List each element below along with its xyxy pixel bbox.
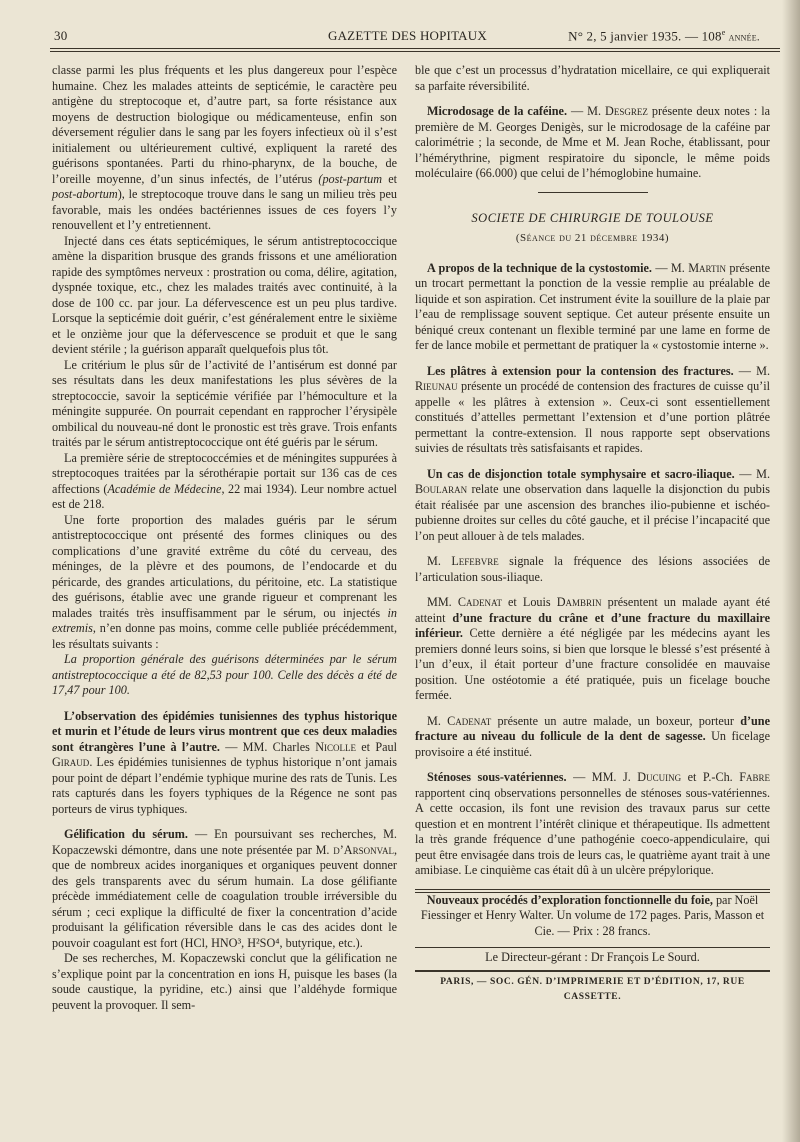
paragraph: classe parmi les plus fréquents et les plus dangereux pour l’espèce humaine. Chez les malades atteints de septicémie, le caractère peu antigène du streptocoque et, d’autre part, sa forte résistance aux moyens de destruction biologique ou médicamenteuse, enfin son déversement régulier dans le sang par les foyers infectieux où il s’est initialement ou ultérieurement cultivé, expliquent la rareté des guérisons spontanées. Parti du rhino-pharynx, de la bouche, de l’oreille moyenne, d’un sinus infectés, de l’utérus (post-partum et post-abortum), le streptocoque trouve dans le sang un milieu très peu favorable, mais les ondées bactériennes issues de ces foyers l’y renouvellent et l’y entretiennent. bbox=[52, 63, 398, 232]
article-boxeur: M. Cadenat présente un autre malade, un boxeur, porteur d’une fracture au niveau du follicule de la dent de sagesse. Un ficelage provisoire a été institué. bbox=[415, 713, 770, 759]
paragraph: ble que c’est un processus d’hydratation micellaire, ce qui expliquerait sa parfaite réversibilité. bbox=[415, 63, 770, 93]
article-gelification: Gélification du sérum. — En poursuivant ses recherches, M. Kopaczewski démontre, dans une note présentée par M. d’Arsonval, que de nombreux acides inorganiques et organiques peuvent donner des gels transparents avec du sérum humain. La dose gélifiante précède immédiatement celle de coagulation trouble irréversible du sérum ; ceci explique la difficulté de fixer la concentration d’acide produisant la gélification réversible dans le cas des acides dont le pouvoir coagulant est fort (HCl, HNO³, H²SO⁴, butyrique, etc.). bbox=[52, 827, 397, 950]
article-disjonction: Un cas de disjonction totale symphysaire et sacro-iliaque. — M. Boularan relate une observation dans laquelle la disjonction du pubis était réalisée par une ascension des branches ilio-pubienne et ischéo-pubienne droites sur celles du côté gauche, et il précise l’incapacité que l’on peut allouer à de tels malades. bbox=[415, 466, 770, 543]
article-lefebvre: M. Lefebvre signale la fréquence des lésions associées de l’articulation sous-iliaque. bbox=[415, 554, 770, 584]
paragraph: La première série de streptococcémies et de méningites suppurées à streptocoques traitées par la sérothérapie portait sur 136 cas de ces affections (Académie de Médecine, 22 mai 1934). Leur nombre actuel est de 218. bbox=[52, 450, 397, 511]
page-number: 30 bbox=[54, 28, 68, 43]
article-cafeine: Microdosage de la caféine. — M. Desgrez présente deux notes : la première de M. Georges Denigès, sur le microdosage de la caféine par calorimétrie ; la seconde, de Mme et M. Jean Roche, établissant, pour l’hémérythrine, pigment respiratoire du siponcle, le même poids moléculaire (66.000) que celui de l’hémoglobine humaine. bbox=[415, 104, 770, 180]
right-column bbox=[415, 63, 770, 1006]
journal-title: GAZETTE DES HOPITAUX bbox=[328, 28, 487, 43]
director-signature: Le Directeur-gérant : Dr François Le Sourd. bbox=[485, 950, 700, 964]
article-stenoses: Sténoses sous-vatériennes. — MM. J. Ducuing et P.-Ch. Fabre rapportent cinq observations personnelles de sténoses sous-vatériennes. A cette occasion, ils font une revision des travaux parus sur cette question et en montrent l’intérêt clinique et thérapeutique. Ils admettent la très grande fréquence d’une pathogénie coeco-appendiculaire, qui peut être envisagée dans trois de leurs cas, le quatrième ayant trait à une amibiase. Le cinquième cas était dû à un ulcère prépylorique. bbox=[415, 770, 771, 877]
session-date: (Séance du 21 décembre 1934) bbox=[515, 232, 670, 244]
page-header bbox=[50, 28, 768, 50]
header-rule bbox=[50, 48, 780, 49]
paragraph: Le critérium le plus sûr de l’activité de l’antisérum est donné par ses résultats dans les deux manifestations les plus sévères de la streptococcie, savoir la septicémie vérifiée par l’hémoculture et la méningite suppurée. On pourrait cependant en rapprocher l’érysipèle ombilical du nouveau-né dont le pronostic est très grave. Trois enfants traités par le sérum antistreptococcique ont été guéris par le sérum. bbox=[52, 357, 397, 449]
paragraph: Une forte proportion des malades guéris par le sérum antistreptococcique ont présenté des formes cliniques ou des complications d’une gravité extrême du côté du cerveau, des méninges, de la plèvre et des poumons, de l’endocarde et du péricarde, des grandes articulations, du péritoine, etc. La statistique des guérisons, établie avec une grande rigueur et comprenant les malades traités très insuffisamment par le sérum, ou injectés in extremis, n’en donne pas moins, comme celle publiée précédemment, les résultats suivants : bbox=[52, 512, 397, 651]
article-platres: Les plâtres à extension pour la contension des fractures. — M. Rieunau présente un procédé de contension des fractures de cuisse qu’il appelle « les plâtres à extension ». Ceux-ci sont essentiellement constitués d’attelles permettant l’extension et d’une portion plâtrée permettant la contre-extension. Il nous rapporte sept observations suivies de résultats très satisfaisants et rapides. bbox=[415, 363, 770, 455]
issue-info: N° 2, 5 janvier 1935. — 108e année. bbox=[568, 28, 760, 44]
article-fracture-crane: MM. Cadenat et Louis Dambrin présentent un malade ayant été atteint d’une fracture du crâne et d’une fracture du maxillaire inférieur. Cette dernière a été négligée par les médecins ayant les premiers donné leurs soins, si bien que lorsque le blessé s’est présenté à l’un d’eux, il était porteur d’une fracture consolidée en mauvaise position. Une ostéotomie a été pratiquée, puis un ficelage bouche fermée. bbox=[415, 595, 770, 702]
page-edge-shadow bbox=[782, 0, 800, 1142]
article-typhus: L’observation des épidémies tunisiennes des typhus historique et murin et l’étude de leurs virus montrent que ces deux maladies sont étrangères l’une à l’autre. — MM. Charles Nicolle et Paul Giraud. Les épidémies tunisiennes de typhus historique n’ont jamais pour point de départ l’endémie typhique murine des rats de Tunis. Les rats capturés dans les foyers typhiques de la Régence ne sont pas porteurs de virus typhiques. bbox=[52, 708, 398, 816]
article-cystostomie: A propos de la technique de la cystostomie. — M. Martin présente un trocart permettant la ponction de la vessie remplie au préalable de liquide et son aspiration. Cet instrument évite la souillure de la plaie par l’eau de remplissage souvent septique. Cet auteur présente ensuite un béniqué creux contenant un flexible terminé par une lame en forme de fer de lance mobile et permettant de pratiquer la « cystostomie interne ». bbox=[415, 260, 770, 352]
book-notice: Nouveaux procédés d’exploration fonctionnelle du foie, par Noël Fiessinger et Henry Walter. Un volume de 172 pages. Paris, Masson et Cie. — Prix : 28 francs. bbox=[420, 892, 765, 938]
section-rule bbox=[538, 192, 648, 193]
paragraph: Injecté dans ces états septicémiques, le sérum antistreptococcique amène la disparition brusque des grands frissons et une amélioration rapide des symptômes nerveux : prostration ou coma, délire, agitation, dyspnée toxique, etc., chez les malades traités avec continuité, à la dose de 100 cc. par jour. La défervescence est un peu plus tardive. Lorsque la septicémie doit guérir, c’est généralement entre le sixième et le onzième jour que la défervescence se produit et que le sang devient stérile ; la guérison apparaît quelquefois plus tôt. bbox=[52, 233, 397, 356]
statistics-paragraph: La proportion générale des guérisons déterminées par le sérum antistreptococcique a été de 82,53 pour 100. Celle des décès a été de 17,47 pour 100. bbox=[52, 652, 397, 697]
header-rule-2 bbox=[50, 51, 780, 52]
printer-imprint: PARIS, — SOC. GÉN. D’IMPRIMERIE ET D’ÉDITION, 17, RUE CASSETTE. bbox=[415, 970, 770, 1006]
paragraph: De ses recherches, M. Kopaczewski conclut que la gélification ne s’explique point par la concentration en ions H, puisque les bases (la soude caustique, la pyridine, etc.) ainsi que l’aldéhyde formique peuvent la provoquer. Il sem- bbox=[52, 951, 397, 1012]
society-heading: SOCIETE DE CHIRURGIE DE TOULOUSE bbox=[471, 210, 714, 225]
signature-rule bbox=[415, 947, 770, 948]
left-column bbox=[52, 63, 397, 1013]
